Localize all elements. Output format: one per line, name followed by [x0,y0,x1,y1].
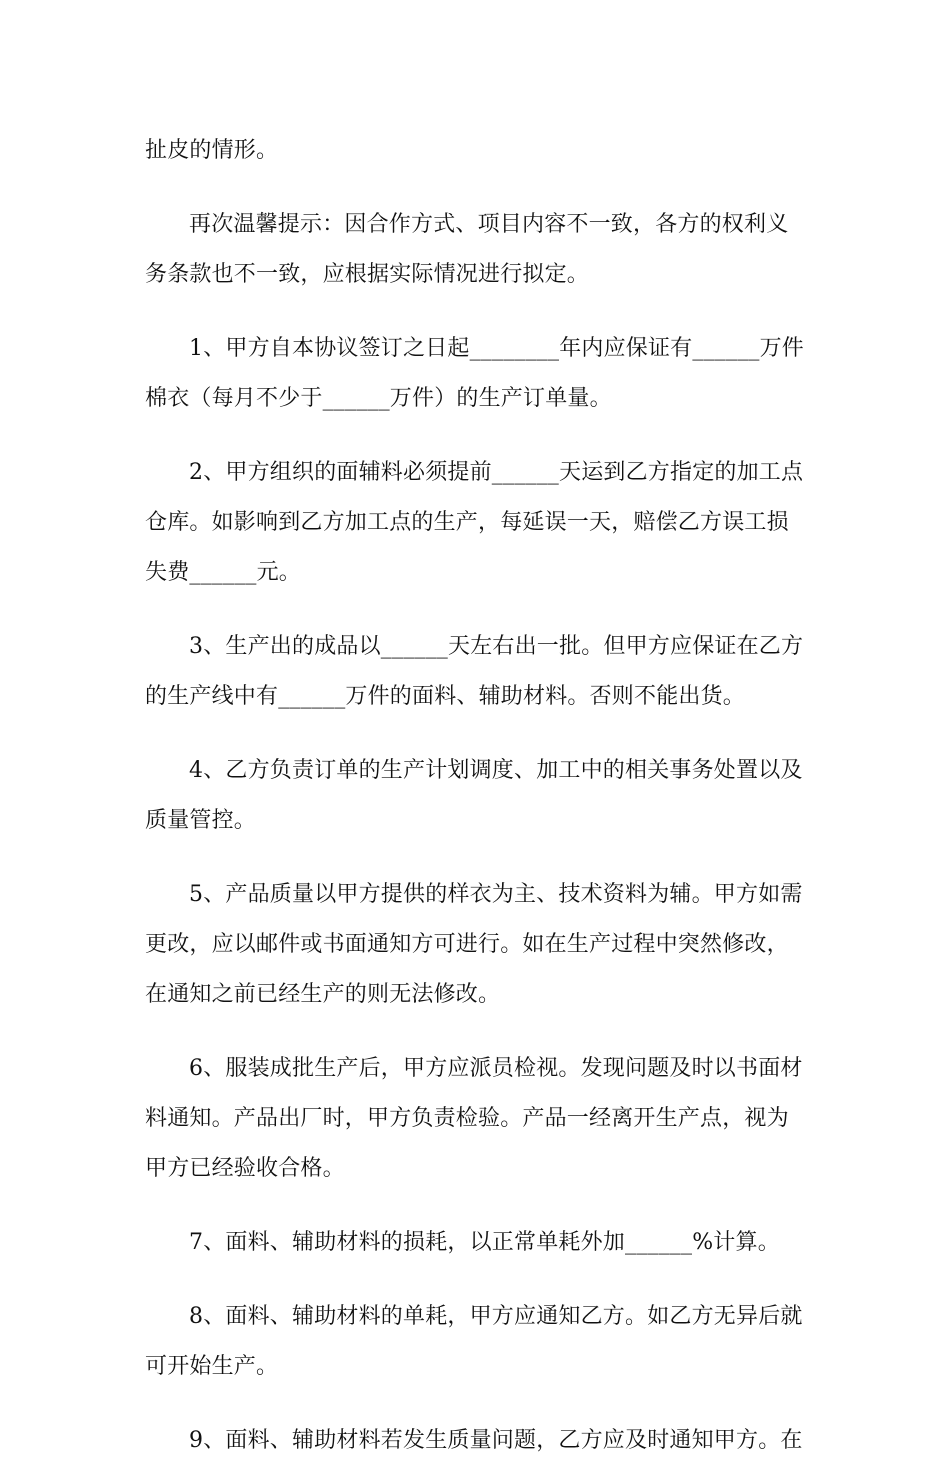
clause-3-line: 3、生产出的成品以______天左右出一批。但甲方应保证在乙方 [189,634,804,659]
clause-1-line: 1、甲方自本协议签订之日起________年内应保证有______万件 [189,336,804,361]
clause-6-line: 甲方已经验收合格。 [145,1156,345,1181]
document-page [145,126,810,1466]
clause-9-line: 9、面料、辅助材料若发生质量问题，乙方应及时通知甲方。在 [189,1428,803,1453]
clause-5-line: 在通知之前已经生产的则无法修改。 [145,982,501,1007]
clause-2-line: 2、甲方组织的面辅料必须提前______天运到乙方指定的加工点 [189,460,804,485]
clause-5-line: 更改，应以邮件或书面通知方可进行。如在生产过程中突然修改， [145,932,789,957]
paragraph-line: 务条款也不一致，应根据实际情况进行拟定。 [145,262,590,287]
clause-7-line: 7、面料、辅助材料的损耗，以正常单耗外加______%计算。 [189,1230,780,1255]
clause-6-line: 料通知。产品出厂时，甲方负责检验。产品一经离开生产点，视为 [145,1106,789,1131]
clause-8-line: 可开始生产。 [145,1354,279,1379]
clause-4-line: 质量管控。 [145,808,257,833]
clause-5-line: 5、产品质量以甲方提供的样衣为主、技术资料为辅。甲方如需 [189,882,803,907]
clause-3-line: 的生产线中有______万件的面料、辅助材料。否则不能出货。 [145,684,746,709]
paragraph-line: 扯皮的情形。 [145,138,279,163]
clause-8-line: 8、面料、辅助材料的单耗，甲方应通知乙方。如乙方无异后就 [189,1304,803,1329]
paragraph-line: 再次温馨提示：因合作方式、项目内容不一致，各方的权利义 [189,212,789,237]
clause-4-line: 4、乙方负责订单的生产计划调度、加工中的相关事务处置以及 [189,758,803,783]
clause-6-line: 6、服装成批生产后，甲方应派员检视。发现问题及时以书面材 [189,1056,803,1081]
clause-1-line: 棉衣（每月不少于______万件）的生产订单量。 [145,386,612,411]
clause-2-line: 仓库。如影响到乙方加工点的生产，每延误一天，赔偿乙方误工损 [145,510,789,535]
clause-2-line: 失费______元。 [145,560,302,585]
